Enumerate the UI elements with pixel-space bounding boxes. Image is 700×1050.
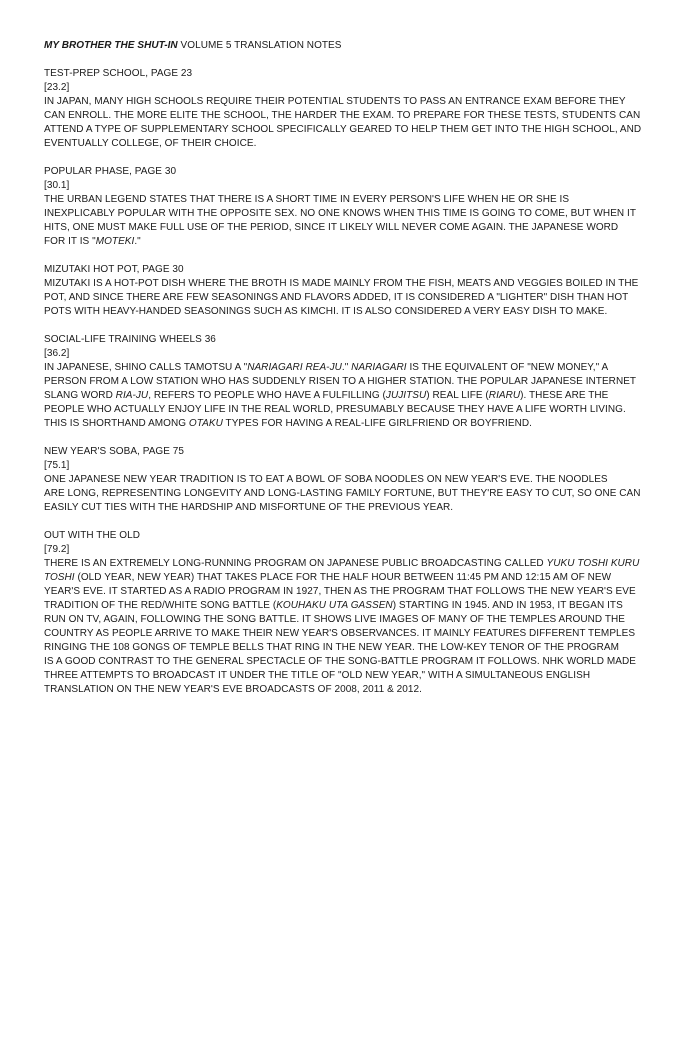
body-text: IN JAPAN, MANY HIGH SCHOOLS REQUIRE THEIR POTENTIAL STUDENTS TO PASS AN ENTRANCE EXAM BEFORE THEY [44, 96, 626, 107]
note-heading: POPULAR PHASE, PAGE 30 [44, 166, 177, 177]
body-text: IS A GOOD CONTRAST TO THE GENERAL SPECTACLE OF THE SONG-BATTLE PROGRAM IT FOLLOWS. NHK WORLD MADE [44, 656, 636, 667]
body-text: PERSON FROM A LOW STATION WHO HAS SUDDENLY RISEN TO A HIGHER STATION. THE POPULAR JAPANESE INTERNET [44, 376, 637, 387]
note-body-line [44, 627, 694, 641]
italic-term: KOUHAKU UTA GASSEN [276, 600, 393, 611]
spacer [44, 151, 694, 165]
body-text: HITS, ONE MUST MAKE FULL USE OF THE PERIOD, SINCE IT LIKELY WILL NEVER COME AGAIN. THE JAPANESE WORD [44, 222, 619, 233]
body-text: ." [341, 362, 352, 373]
note-heading: TEST-PREP SCHOOL, PAGE 23 [44, 68, 193, 79]
note-body-line [44, 487, 694, 501]
note-body-line [44, 389, 694, 403]
title-series-name: MY BROTHER THE SHUT-IN [44, 40, 178, 51]
note-section [44, 445, 694, 529]
note-body-line [44, 417, 694, 431]
note-body-line [44, 123, 694, 137]
note-body-line [44, 571, 694, 585]
spacer [44, 515, 694, 529]
body-text: ONE JAPANESE NEW YEAR TRADITION IS TO EAT A BOWL OF SOBA NOODLES ON NEW YEAR'S EVE. THE NOODLES [44, 474, 608, 485]
note-body-line [44, 473, 694, 487]
note-body-line [44, 641, 694, 655]
note-body-line [44, 501, 694, 515]
note-heading: SOCIAL-LIFE TRAINING WHEELS 36 [44, 334, 216, 345]
body-text: TYPES FOR HAVING A REAL-LIFE GIRLFRIEND OR BOYFRIEND. [222, 418, 532, 429]
italic-term: YUKU TOSHI KURU [546, 558, 640, 569]
body-text: YEAR'S EVE. IT STARTED AS A RADIO PROGRAM IN 1927, THEN AS THE PROGRAM THAT FOLLOWS THE NEW YEAR'S EVE [44, 586, 636, 597]
note-page-reference: [36.2] [44, 348, 70, 359]
note-body-line [44, 599, 694, 613]
body-text: ) REAL LIFE ( [426, 390, 489, 401]
body-text: INEXPLICABLY POPULAR WITH THE OPPOSITE SEX. NO ONE KNOWS WHEN THIS TIME IS GOING TO COME, BUT WHEN IT [44, 208, 636, 219]
italic-term: NARIAGARI REA-JU [247, 362, 342, 373]
spacer [44, 319, 694, 333]
spacer [44, 249, 694, 263]
body-text: COUNTRY AS PEOPLE ARRIVE TO MAKE THEIR NEW YEAR'S OBSERVANCES. IT MAINLY FEATURES DIFFERENT TEMPLES [44, 628, 636, 639]
body-text: TRADITION OF THE RED/WHITE SONG BATTLE ( [44, 600, 277, 611]
body-text: ). THESE ARE THE [520, 390, 609, 401]
note-body-line [44, 403, 694, 417]
document-title [44, 39, 694, 53]
note-body-line [44, 361, 694, 375]
body-text: SLANG WORD [44, 390, 116, 401]
note-body-line [44, 221, 694, 235]
note-body-line [44, 585, 694, 599]
italic-term: OTAKU [188, 418, 223, 429]
body-text: MIZUTAKI IS A HOT-POT DISH WHERE THE BROTH IS MADE MAINLY FROM THE FISH, MEATS AND VEGGIES BOILED IN THE [44, 278, 639, 289]
note-body-line [44, 95, 694, 109]
note-section [44, 333, 694, 445]
note-page-reference: [75.1] [44, 460, 70, 471]
body-text: IN JAPANESE, SHINO CALLS TAMOTSU A " [44, 362, 248, 373]
italic-term: TOSHI [44, 572, 75, 583]
note-body-line [44, 557, 694, 571]
note-body-line [44, 277, 694, 291]
body-text: PEOPLE WHO ACTUALLY ENJOY LIFE IN THE REAL WORLD, PRESUMABLY BECAUSE THEY HAVE A LIFE WORTH LIVING. [44, 404, 626, 415]
body-text: EASILY CUT TIES WITH THE HARDSHIP AND MISFORTUNE OF THE PREVIOUS YEAR. [44, 502, 454, 513]
body-text: ." [134, 236, 141, 247]
note-body-line [44, 683, 694, 697]
note-section [44, 529, 694, 697]
body-text: (OLD YEAR, NEW YEAR) THAT TAKES PLACE FOR THE HALF HOUR BETWEEN 11:45 PM AND 12:15 AM OF NEW [74, 572, 612, 583]
italic-term: JUJITSU [385, 390, 427, 401]
note-body-line [44, 305, 694, 319]
body-text: POT, AND SINCE THERE ARE FEW SEASONINGS AND FLAVORS ADDED, IT IS CONSIDERED A "LIGHTER" DISH THAN HOT [44, 292, 629, 303]
body-text: TRANSLATION ON THE NEW YEAR'S EVE BROADCASTS OF 2008, 2011 & 2012. [44, 684, 422, 695]
body-text: RINGING THE 108 GONGS OF TEMPLE BELLS THAT RING IN THE NEW YEAR. THE LOW-KEY TENOR OF THE PROGRAM [44, 642, 619, 653]
note-heading: NEW YEAR'S SOBA, PAGE 75 [44, 446, 185, 457]
body-text: THIS IS SHORTHAND AMONG [44, 418, 189, 429]
note-section [44, 67, 694, 165]
body-text: EVENTUALLY COLLEGE, OF THEIR CHOICE. [44, 138, 257, 149]
body-text: ATTEND A TYPE OF SUPPLEMENTARY SCHOOL SPECIFICALLY GEARED TO HELP THEM GET INTO THE HIGH SCHOOL, AND [44, 124, 642, 135]
note-section [44, 263, 694, 333]
body-text: FOR IT IS " [44, 236, 96, 247]
note-page-reference: [23.2] [44, 82, 70, 93]
body-text: THREE ATTEMPTS TO BROADCAST IT UNDER THE TITLE OF "OLD NEW YEAR," WITH A SIMULTANEOUS ENGLISH [44, 670, 591, 681]
note-body-line [44, 655, 694, 669]
body-text: THE URBAN LEGEND STATES THAT THERE IS A SHORT TIME IN EVERY PERSON'S LIFE WHEN HE OR SHE IS [44, 194, 570, 205]
note-heading: MIZUTAKI HOT POT, PAGE 30 [44, 264, 184, 275]
note-body-line [44, 235, 694, 249]
note-page-reference: [30.1] [44, 180, 70, 191]
spacer [44, 53, 694, 67]
title-rest: VOLUME 5 TRANSLATION NOTES [177, 40, 342, 51]
notes-list [44, 67, 694, 697]
body-text: POTS WITH HEAVY-HANDED SEASONINGS SUCH AS KIMCHI. IT IS ALSO CONSIDERED A VERY EASY DISH TO MAKE. [44, 306, 608, 317]
italic-term: RIA-JU [115, 390, 149, 401]
note-body-line [44, 375, 694, 389]
spacer [44, 431, 694, 445]
note-heading: OUT WITH THE OLD [44, 530, 140, 541]
body-text: THERE IS AN EXTREMELY LONG-RUNNING PROGRAM ON JAPANESE PUBLIC BROADCASTING CALLED [44, 558, 547, 569]
italic-term: MOTEKI [95, 236, 135, 247]
italic-term: NARIAGARI [351, 362, 407, 373]
note-body-line [44, 291, 694, 305]
body-text: ) STARTING IN 1945. AND IN 1953, IT BEGAN ITS [392, 600, 623, 611]
body-text: CAN ENROLL. THE MORE ELITE THE SCHOOL, THE HARDER THE EXAM. TO PREPARE FOR THESE TESTS, STUDENTS CAN [44, 110, 641, 121]
body-text: , REFERS TO PEOPLE WHO HAVE A FULFILLING ( [148, 390, 386, 401]
note-body-line [44, 109, 694, 123]
note-body-line [44, 669, 694, 683]
note-body-line [44, 207, 694, 221]
body-text: ARE LONG, REPRESENTING LONGEVITY AND LONG-LASTING FAMILY FORTUNE, BUT THEY'RE EASY TO CUT, SO ONE CAN [44, 488, 641, 499]
note-body-line [44, 613, 694, 627]
note-section [44, 165, 694, 263]
note-body-line [44, 137, 694, 151]
body-text: RUN ON TV, AGAIN, FOLLOWING THE SONG BATTLE. IT SHOWS LIVE IMAGES OF MANY OF THE TEMPLES AROUND THE [44, 614, 625, 625]
note-body-line [44, 193, 694, 207]
translation-notes-document [44, 39, 694, 697]
italic-term: RIARU [488, 390, 521, 401]
body-text: IS THE EQUIVALENT OF "NEW MONEY," A [406, 362, 609, 373]
note-page-reference: [79.2] [44, 544, 70, 555]
